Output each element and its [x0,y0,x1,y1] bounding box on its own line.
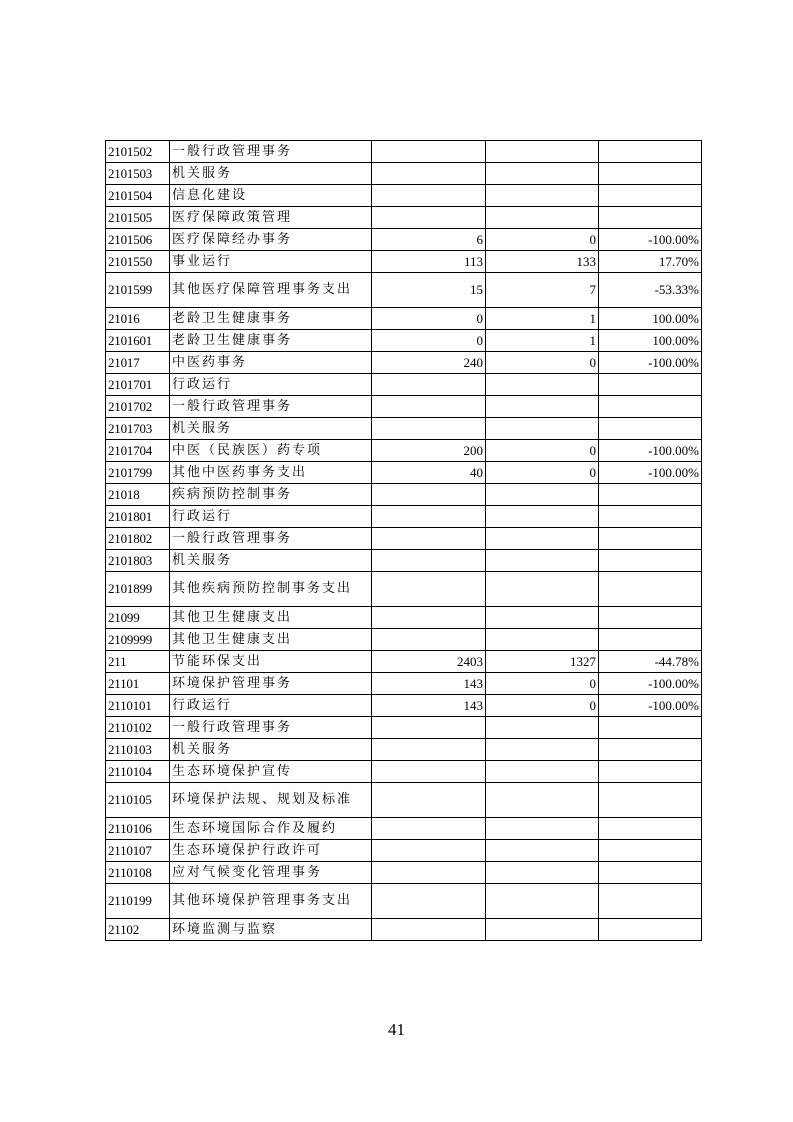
table-body [106,141,702,941]
row-name: 其他医疗保障管理事务支出 [170,273,372,308]
row-value-curr [486,717,599,739]
row-value-prev [372,717,486,739]
row-change-pct: -100.00% [599,462,702,484]
row-change-pct [599,185,702,207]
row-name: 一般行政管理事务 [170,717,372,739]
row-code: 2101502 [106,141,170,163]
row-value-curr: 7 [486,273,599,308]
row-change-pct [599,884,702,919]
row-name: 中医（民族医）药专项 [170,440,372,462]
row-value-prev [372,374,486,396]
row-value-prev [372,163,486,185]
row-value-curr: 1 [486,308,599,330]
row-value-curr [486,884,599,919]
table-row [106,330,702,352]
row-value-prev [372,607,486,629]
row-change-pct [599,717,702,739]
row-code: 211 [106,651,170,673]
row-code: 2101899 [106,572,170,607]
table-row [106,141,702,163]
row-value-prev: 2403 [372,651,486,673]
row-code: 2110103 [106,739,170,761]
row-name: 节能环保支出 [170,651,372,673]
row-value-prev: 0 [372,330,486,352]
row-name: 一般行政管理事务 [170,528,372,550]
row-change-pct [599,374,702,396]
table-row [106,185,702,207]
row-code: 2110105 [106,783,170,818]
row-name: 生态环境保护行政许可 [170,840,372,862]
row-value-curr [486,185,599,207]
row-change-pct: -100.00% [599,229,702,251]
row-name: 行政运行 [170,374,372,396]
row-value-curr [486,550,599,572]
row-code: 2110108 [106,862,170,884]
row-value-prev [372,572,486,607]
row-value-curr: 0 [486,352,599,374]
row-change-pct [599,607,702,629]
row-code: 2101601 [106,330,170,352]
row-change-pct [599,506,702,528]
row-value-prev [372,629,486,651]
row-name: 机关服务 [170,163,372,185]
table-row [106,783,702,818]
row-code: 2101504 [106,185,170,207]
row-code: 2101505 [106,207,170,229]
row-name: 医疗保障经办事务 [170,229,372,251]
row-change-pct [599,629,702,651]
row-value-curr: 0 [486,695,599,717]
row-value-curr: 0 [486,673,599,695]
row-change-pct: 17.70% [599,251,702,273]
row-change-pct [599,761,702,783]
row-code: 2110101 [106,695,170,717]
row-value-prev [372,840,486,862]
row-name: 行政运行 [170,506,372,528]
row-name: 应对气候变化管理事务 [170,862,372,884]
table-row [106,862,702,884]
row-value-prev: 143 [372,673,486,695]
row-value-curr [486,528,599,550]
row-value-prev: 240 [372,352,486,374]
row-name: 老龄卫生健康事务 [170,330,372,352]
row-change-pct: -100.00% [599,440,702,462]
row-change-pct [599,163,702,185]
row-value-prev [372,862,486,884]
table-row [106,396,702,418]
row-code: 21101 [106,673,170,695]
row-value-curr [486,163,599,185]
row-change-pct [599,572,702,607]
table-row [106,506,702,528]
row-value-prev: 40 [372,462,486,484]
row-value-curr [486,783,599,818]
row-change-pct: -53.33% [599,273,702,308]
row-name: 事业运行 [170,251,372,273]
table-row [106,739,702,761]
row-value-prev [372,919,486,941]
row-code: 2110102 [106,717,170,739]
row-value-curr [486,572,599,607]
row-code: 2101503 [106,163,170,185]
table-row [106,163,702,185]
row-value-prev [372,418,486,440]
row-value-prev [372,818,486,840]
table-row [106,352,702,374]
row-change-pct [599,783,702,818]
row-change-pct [599,484,702,506]
table-row [106,374,702,396]
row-code: 2101701 [106,374,170,396]
row-name: 医疗保障政策管理 [170,207,372,229]
row-change-pct: -100.00% [599,673,702,695]
row-value-prev [372,506,486,528]
row-name: 机关服务 [170,550,372,572]
row-code: 2110104 [106,761,170,783]
table-row [106,761,702,783]
row-code: 2101799 [106,462,170,484]
row-code: 2110106 [106,818,170,840]
table-row [106,528,702,550]
row-value-prev [372,528,486,550]
row-code: 2101803 [106,550,170,572]
row-name: 老龄卫生健康事务 [170,308,372,330]
row-value-curr: 1 [486,330,599,352]
row-value-curr [486,840,599,862]
table-row [106,484,702,506]
row-value-curr [486,862,599,884]
table-row [106,251,702,273]
table-row [106,651,702,673]
row-value-curr [486,629,599,651]
row-name: 机关服务 [170,418,372,440]
table-row [106,229,702,251]
row-value-prev [372,141,486,163]
table-row [106,550,702,572]
row-change-pct [599,141,702,163]
row-name: 其他中医药事务支出 [170,462,372,484]
row-name: 其他环境保护管理事务支出 [170,884,372,919]
table-row [106,308,702,330]
row-value-curr [486,761,599,783]
row-change-pct [599,528,702,550]
table-row [106,818,702,840]
row-code: 2101599 [106,273,170,308]
row-code: 2110199 [106,884,170,919]
row-value-prev [372,484,486,506]
row-name: 机关服务 [170,739,372,761]
row-change-pct [599,550,702,572]
row-value-prev [372,185,486,207]
row-value-curr [486,418,599,440]
row-value-curr [486,506,599,528]
row-change-pct [599,418,702,440]
row-code: 2101802 [106,528,170,550]
table-row [106,629,702,651]
row-value-prev: 143 [372,695,486,717]
row-change-pct [599,818,702,840]
budget-table [105,140,702,941]
row-value-curr [486,607,599,629]
row-name: 其他卫生健康支出 [170,629,372,651]
row-change-pct [599,919,702,941]
row-code: 2101702 [106,396,170,418]
page-number: 41 [388,1020,405,1039]
row-value-prev [372,884,486,919]
row-code: 21018 [106,484,170,506]
row-value-curr [486,374,599,396]
row-change-pct: 100.00% [599,330,702,352]
row-value-curr: 133 [486,251,599,273]
table-row [106,673,702,695]
row-value-curr [486,739,599,761]
row-value-prev [372,761,486,783]
row-code: 21099 [106,607,170,629]
table-row [106,717,702,739]
row-code: 2101703 [106,418,170,440]
row-change-pct [599,862,702,884]
table-row [106,418,702,440]
row-change-pct [599,840,702,862]
row-change-pct: -100.00% [599,352,702,374]
row-code: 2101704 [106,440,170,462]
row-value-prev [372,207,486,229]
row-value-prev [372,550,486,572]
row-code: 2109999 [106,629,170,651]
row-value-prev: 113 [372,251,486,273]
row-code: 2101550 [106,251,170,273]
row-value-curr [486,818,599,840]
row-code: 21017 [106,352,170,374]
row-name: 信息化建设 [170,185,372,207]
row-code: 21102 [106,919,170,941]
row-value-prev: 200 [372,440,486,462]
row-value-curr [486,141,599,163]
table-row [106,207,702,229]
row-value-prev: 6 [372,229,486,251]
row-value-curr: 0 [486,462,599,484]
row-code: 2110107 [106,840,170,862]
row-value-prev [372,783,486,818]
row-value-prev [372,739,486,761]
row-value-prev: 15 [372,273,486,308]
table-row [106,919,702,941]
row-change-pct [599,207,702,229]
row-change-pct [599,739,702,761]
row-name: 中医药事务 [170,352,372,374]
row-change-pct: -100.00% [599,695,702,717]
row-value-curr [486,484,599,506]
row-name: 其他卫生健康支出 [170,607,372,629]
table-row [106,607,702,629]
row-name: 生态环境国际合作及履约 [170,818,372,840]
row-value-curr [486,396,599,418]
row-value-curr: 0 [486,229,599,251]
table-row [106,462,702,484]
row-name: 环境监测与监察 [170,919,372,941]
row-value-prev: 0 [372,308,486,330]
row-code: 2101801 [106,506,170,528]
row-value-curr: 0 [486,440,599,462]
table-row [106,572,702,607]
row-name: 其他疾病预防控制事务支出 [170,572,372,607]
row-change-pct: 100.00% [599,308,702,330]
row-value-prev [372,396,486,418]
row-name: 一般行政管理事务 [170,141,372,163]
table-row [106,440,702,462]
row-value-curr [486,207,599,229]
row-name: 疾病预防控制事务 [170,484,372,506]
row-value-curr: 1327 [486,651,599,673]
table-row [106,840,702,862]
row-name: 行政运行 [170,695,372,717]
table-row [106,273,702,308]
table-row [106,695,702,717]
row-name: 一般行政管理事务 [170,396,372,418]
row-value-curr [486,919,599,941]
row-code: 21016 [106,308,170,330]
row-code: 2101506 [106,229,170,251]
row-change-pct [599,396,702,418]
table-row [106,884,702,919]
row-name: 生态环境保护宣传 [170,761,372,783]
row-change-pct: -44.78% [599,651,702,673]
row-name: 环境保护法规、规划及标准 [170,783,372,818]
row-name: 环境保护管理事务 [170,673,372,695]
